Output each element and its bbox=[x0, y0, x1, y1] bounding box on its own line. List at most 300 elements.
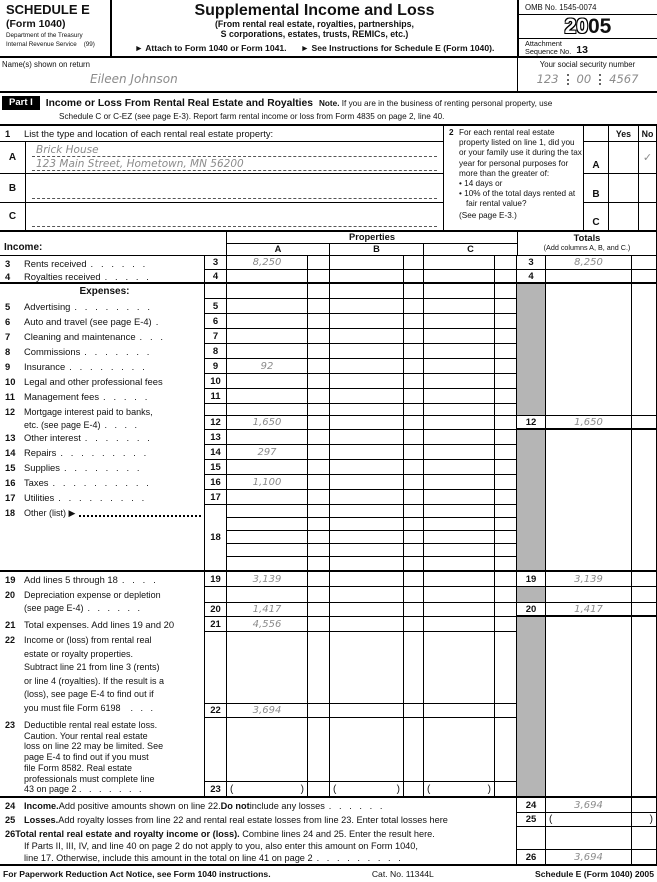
line-24-label: 24 Income. Add positive amounts shown on line 22. Do not include any losses . . . . . . bbox=[0, 798, 517, 813]
attach-note: ► Attach to Form 1040 or Form 1041. bbox=[134, 43, 287, 53]
line-7-col-a[interactable] bbox=[227, 329, 308, 344]
line-18-property-cells bbox=[227, 505, 517, 570]
line-19-col-b[interactable] bbox=[330, 572, 404, 587]
line-9-col-b-cents[interactable] bbox=[404, 359, 424, 374]
line-18-cell[interactable] bbox=[227, 557, 308, 570]
line-23-cells bbox=[205, 718, 657, 796]
line-14-col-a-cents[interactable] bbox=[308, 445, 330, 460]
line-16-col-a[interactable]: 1,100 bbox=[227, 475, 308, 490]
line-4-col-a-cents[interactable] bbox=[308, 270, 330, 282]
line-8-col-c[interactable] bbox=[424, 344, 495, 359]
omb-number: OMB No. 1545-0074 bbox=[519, 0, 657, 15]
line-expenses-col-a-cents[interactable] bbox=[308, 284, 330, 299]
row-line-19 bbox=[0, 570, 657, 587]
line-5-col-c[interactable] bbox=[424, 299, 495, 314]
use-b-no-checkbox[interactable] bbox=[638, 174, 657, 202]
property-a-address-field[interactable]: 123 Main Street, Hometown, MN 56200 bbox=[32, 157, 437, 171]
filler-cell bbox=[404, 632, 424, 703]
row-line-24 bbox=[0, 798, 657, 813]
line-3-col-c-cents[interactable] bbox=[495, 256, 517, 270]
line-7-label: 7 Cleaning and maintenance . . . bbox=[0, 329, 205, 344]
line-22-col-c[interactable] bbox=[424, 703, 495, 718]
line-26-total-cents[interactable] bbox=[632, 849, 657, 864]
line-13-col-a-cents[interactable] bbox=[308, 430, 330, 445]
line-expenses-col-c[interactable] bbox=[424, 284, 495, 299]
line-3-col-a-cents[interactable] bbox=[308, 256, 330, 270]
filler-cell bbox=[495, 632, 517, 703]
line-20-col-a-cents[interactable] bbox=[308, 602, 330, 617]
line-8-col-a[interactable] bbox=[227, 344, 308, 359]
part1-badge: Part I bbox=[2, 96, 40, 110]
row-line-23 bbox=[0, 718, 657, 798]
line-16-col-c[interactable] bbox=[424, 475, 495, 490]
line-16-total-cents bbox=[632, 475, 657, 490]
line-19-col-c[interactable] bbox=[424, 572, 495, 587]
line-7-box: 7 bbox=[205, 329, 227, 344]
line-14-col-b[interactable] bbox=[330, 445, 404, 460]
line-19-total-cents[interactable] bbox=[632, 572, 657, 587]
line-23-col-b[interactable]: ( ) bbox=[330, 781, 404, 796]
property-c-field[interactable] bbox=[32, 208, 437, 227]
line-22-col-c-cents[interactable] bbox=[495, 703, 517, 718]
line-26-total[interactable]: 3,694 bbox=[546, 849, 632, 864]
line-19-box: 19 bbox=[205, 572, 227, 587]
line-19-col-c-cents[interactable] bbox=[495, 572, 517, 587]
line-10-col-c-cents[interactable] bbox=[495, 374, 517, 389]
line-16-col-a-cents[interactable] bbox=[308, 475, 330, 490]
filler-cell bbox=[404, 718, 424, 781]
name-input[interactable]: Eileen Johnson bbox=[90, 72, 178, 86]
line-11-col-c-cents[interactable] bbox=[495, 389, 517, 404]
line-17-col-b-cents[interactable] bbox=[404, 490, 424, 505]
line-16-col-b-cents[interactable] bbox=[404, 475, 424, 490]
line-18-cell[interactable] bbox=[308, 557, 330, 570]
line-10-col-c[interactable] bbox=[424, 374, 495, 389]
line-23-filler bbox=[205, 718, 657, 781]
line-23-total bbox=[546, 781, 632, 796]
line-11-label: 11 Management fees . . . . . bbox=[0, 389, 205, 404]
line-18-cell[interactable] bbox=[495, 557, 517, 570]
line-11-col-a[interactable] bbox=[227, 389, 308, 404]
line-11-col-c[interactable] bbox=[424, 389, 495, 404]
line-18-cell[interactable] bbox=[495, 505, 517, 518]
line-18-cell[interactable] bbox=[404, 505, 424, 518]
line-13-col-a[interactable] bbox=[227, 430, 308, 445]
income-table-header bbox=[0, 230, 657, 256]
line-20-col-b[interactable] bbox=[330, 602, 404, 617]
line-14-col-c[interactable] bbox=[424, 445, 495, 460]
line-15-col-b-cents[interactable] bbox=[404, 460, 424, 475]
line-10-total-box bbox=[517, 374, 546, 389]
dept-line1: Department of the Treasury bbox=[6, 32, 83, 39]
line-18-cell[interactable] bbox=[330, 531, 404, 544]
line-15-col-b[interactable] bbox=[330, 460, 404, 475]
line-18-cell[interactable] bbox=[227, 531, 308, 544]
line-8-col-a-cents[interactable] bbox=[308, 344, 330, 359]
line-18-total-box bbox=[517, 505, 546, 570]
line-4-label: 4 Royalties received . . . . . bbox=[0, 270, 205, 282]
property-a-type-field[interactable]: Brick House bbox=[32, 142, 437, 157]
form-title: Supplemental Income and Loss bbox=[194, 2, 435, 19]
line-12-col-b-cents[interactable] bbox=[404, 415, 424, 430]
row-line-25 bbox=[0, 813, 657, 827]
line-15-total bbox=[546, 460, 632, 475]
attachment-label: Attachment Sequence No. bbox=[525, 39, 572, 56]
line-5-col-b-cents[interactable] bbox=[404, 299, 424, 314]
property-b-field[interactable] bbox=[32, 179, 437, 199]
line-18-cell[interactable] bbox=[227, 544, 308, 557]
row-line-17 bbox=[0, 490, 657, 505]
use-row-a bbox=[583, 142, 657, 174]
line-21-col-a-cents[interactable] bbox=[308, 617, 330, 632]
line-19-col-a-cents[interactable] bbox=[308, 572, 330, 587]
line-17-col-b[interactable] bbox=[330, 490, 404, 505]
use-a-yes-checkbox[interactable] bbox=[608, 142, 638, 173]
line-23-box: 23 bbox=[205, 781, 227, 796]
line-22-box: 22 bbox=[205, 703, 227, 718]
line-4-col-c[interactable] bbox=[424, 270, 495, 282]
line-5-col-a-cents[interactable] bbox=[308, 299, 330, 314]
line-21-total bbox=[546, 617, 632, 632]
line-17-col-a-cents[interactable] bbox=[308, 490, 330, 505]
line-17-total-box bbox=[517, 490, 546, 505]
line-19-label: 19 Add lines 5 through 18 . . . . bbox=[0, 572, 205, 587]
filler-cell bbox=[517, 404, 546, 415]
line-12-total[interactable]: 1,650 bbox=[546, 415, 632, 430]
line-5-label: 5 Advertising . . . . . . . . bbox=[0, 299, 205, 314]
line-18-subrow-2 bbox=[227, 531, 517, 544]
line-24-total-cents[interactable] bbox=[632, 798, 657, 813]
line-7-col-a-cents[interactable] bbox=[308, 329, 330, 344]
line-12-col-b[interactable] bbox=[330, 415, 404, 430]
line-13-col-b-cents[interactable] bbox=[404, 430, 424, 445]
line-18-cell[interactable] bbox=[495, 518, 517, 531]
line-4-col-c-cents[interactable] bbox=[495, 270, 517, 282]
line-21-total-cents bbox=[632, 617, 657, 632]
line-18-cell[interactable] bbox=[227, 518, 308, 531]
line-18-label: 18 Other (list) ▶ bbox=[0, 505, 205, 570]
line-4-total[interactable] bbox=[546, 270, 632, 282]
line-20-col-a[interactable]: 1,417 bbox=[227, 602, 308, 617]
line-20-total[interactable]: 1,417 bbox=[546, 602, 632, 617]
line-16-total bbox=[546, 475, 632, 490]
line-20-col-b-cents[interactable] bbox=[404, 602, 424, 617]
line-13-label: 13 Other interest . . . . . . . bbox=[0, 430, 205, 445]
line-8-col-b-cents[interactable] bbox=[404, 344, 424, 359]
property-c-letter: C bbox=[0, 203, 26, 230]
line-18-cell[interactable] bbox=[330, 505, 404, 518]
line-expenses-box bbox=[205, 284, 227, 299]
line-19-col-b-cents[interactable] bbox=[404, 572, 424, 587]
line-5-col-b[interactable] bbox=[330, 299, 404, 314]
line-22-value-row bbox=[205, 703, 657, 718]
line-14-total-cents bbox=[632, 445, 657, 460]
line-11-col-b-cents[interactable] bbox=[404, 389, 424, 404]
filler-cell bbox=[517, 718, 546, 781]
line-12-label: 12 Mortgage interest paid to banks, etc. (see page E-4) . . . . bbox=[0, 404, 205, 430]
line-5-col-c-cents[interactable] bbox=[495, 299, 517, 314]
line-4-total-box: 4 bbox=[517, 270, 546, 282]
line-14-col-c-cents[interactable] bbox=[495, 445, 517, 460]
property-list bbox=[0, 126, 443, 230]
line-15-col-a[interactable] bbox=[227, 460, 308, 475]
column-c-header: C bbox=[467, 244, 474, 254]
line-25-total-cents[interactable]: ) bbox=[632, 813, 657, 827]
line-7-col-b[interactable] bbox=[330, 329, 404, 344]
line-expenses-label: Expenses: bbox=[0, 284, 205, 299]
line-8-total-cents bbox=[632, 344, 657, 359]
line-20-box: 20 bbox=[205, 602, 227, 617]
line-22-col-b[interactable] bbox=[330, 703, 404, 718]
line-13-col-c[interactable] bbox=[424, 430, 495, 445]
line-7-col-c[interactable] bbox=[424, 329, 495, 344]
line-18-cell[interactable] bbox=[308, 518, 330, 531]
line-23-col-c[interactable]: ( ) bbox=[424, 781, 495, 796]
row-line-8 bbox=[0, 344, 657, 359]
line-16-label: 16 Taxes . . . . . . . . . . bbox=[0, 475, 205, 490]
line-7-total-box bbox=[517, 329, 546, 344]
line-19-total-box: 19 bbox=[517, 572, 546, 587]
filler-cell bbox=[404, 404, 424, 415]
line-16-col-b[interactable] bbox=[330, 475, 404, 490]
filler-cell bbox=[546, 718, 632, 781]
line-18-cell[interactable] bbox=[330, 557, 404, 570]
use-a-no-checkbox[interactable]: ✓ bbox=[638, 142, 657, 173]
line-20-col-c[interactable] bbox=[424, 602, 495, 617]
line-21-col-c-cents[interactable] bbox=[495, 617, 517, 632]
line-22-col-a-cents[interactable] bbox=[308, 703, 330, 718]
filler-cell bbox=[227, 587, 308, 602]
line-23-col-a-cents[interactable] bbox=[308, 781, 330, 796]
line-10-box: 10 bbox=[205, 374, 227, 389]
name-label: Name(s) shown on return bbox=[2, 60, 90, 69]
line-6-box: 6 bbox=[205, 314, 227, 329]
line-18-cell[interactable] bbox=[330, 544, 404, 557]
line-15-col-c-cents[interactable] bbox=[495, 460, 517, 475]
line-23-col-b-cents[interactable] bbox=[404, 781, 424, 796]
line-6-col-b-cents[interactable] bbox=[404, 314, 424, 329]
line-21-col-c[interactable] bbox=[424, 617, 495, 632]
line-18-cell[interactable] bbox=[424, 505, 495, 518]
line-18-cell[interactable] bbox=[424, 518, 495, 531]
filler-cell bbox=[495, 718, 517, 781]
line-16-total-box bbox=[517, 475, 546, 490]
line-6-col-c[interactable] bbox=[424, 314, 495, 329]
line-18-cell[interactable] bbox=[495, 544, 517, 557]
line-21-total-box bbox=[517, 617, 546, 632]
line-12-total-cents[interactable] bbox=[632, 415, 657, 430]
line-4-total-cents[interactable] bbox=[632, 270, 657, 282]
line-12-col-a[interactable]: 1,650 bbox=[227, 415, 308, 430]
line-21-col-b[interactable] bbox=[330, 617, 404, 632]
line-13-total-box bbox=[517, 430, 546, 445]
line-22-label: 22 Income or (loss) from rental real estate or royalty properties. Subtract line 21 from line 3 (rents) or line 4 (royalties). If the result is a (loss), see page E-4 to find out if you must file Form 6198 . . . bbox=[0, 632, 205, 718]
dept-line2: Internal Revenue Service (99) bbox=[6, 41, 95, 48]
line-9-col-c[interactable] bbox=[424, 359, 495, 374]
ssn-separator bbox=[567, 74, 569, 85]
line-6-col-a[interactable] bbox=[227, 314, 308, 329]
line-3-col-b[interactable] bbox=[330, 256, 404, 270]
property-a-letter: A bbox=[0, 142, 26, 173]
row-line-3 bbox=[0, 256, 657, 270]
filler-cell bbox=[308, 587, 330, 602]
line-4-col-b[interactable] bbox=[330, 270, 404, 282]
bullet-14-days: • 14 days or bbox=[459, 179, 503, 189]
line-18-cell[interactable] bbox=[308, 544, 330, 557]
line-23-col-c-cents[interactable] bbox=[495, 781, 517, 796]
row-line-14 bbox=[0, 445, 657, 460]
line-17-col-a[interactable] bbox=[227, 490, 308, 505]
form-footer-id: Schedule E (Form 1040) 2005 bbox=[535, 869, 654, 879]
line-18-cell[interactable] bbox=[404, 557, 424, 570]
ssn-input[interactable]: 123 00 4567 bbox=[536, 72, 639, 86]
line-21-col-a[interactable]: 4,556 bbox=[227, 617, 308, 632]
line-7-col-c-cents[interactable] bbox=[495, 329, 517, 344]
line-8-total-box bbox=[517, 344, 546, 359]
line-18-cell[interactable] bbox=[227, 505, 308, 518]
line-9-col-c-cents[interactable] bbox=[495, 359, 517, 374]
line-6-col-b[interactable] bbox=[330, 314, 404, 329]
line-15-box: 15 bbox=[205, 460, 227, 475]
line-12-cells bbox=[205, 404, 657, 430]
row-line-9 bbox=[0, 359, 657, 374]
line-7-col-b-cents[interactable] bbox=[404, 329, 424, 344]
line-3-col-b-cents[interactable] bbox=[404, 256, 424, 270]
line-20-total-cents[interactable] bbox=[632, 602, 657, 617]
line-13-col-b[interactable] bbox=[330, 430, 404, 445]
line-10-col-b-cents[interactable] bbox=[404, 374, 424, 389]
form-subtitle-2: S corporations, estates, trusts, REMICs, etc.) bbox=[220, 28, 409, 39]
filler-cell bbox=[546, 404, 632, 415]
line-5-col-a[interactable] bbox=[227, 299, 308, 314]
use-c-no-checkbox[interactable] bbox=[638, 203, 657, 230]
row-line-22 bbox=[0, 632, 657, 718]
line-18-cell[interactable] bbox=[495, 531, 517, 544]
line-14-col-b-cents[interactable] bbox=[404, 445, 424, 460]
line-expenses-col-a[interactable] bbox=[227, 284, 308, 299]
line-18-cell[interactable] bbox=[308, 531, 330, 544]
line-25-total[interactable]: ( bbox=[546, 813, 632, 827]
line-8-box: 8 bbox=[205, 344, 227, 359]
line-20-col-c-cents[interactable] bbox=[495, 602, 517, 617]
line-19-total[interactable]: 3,139 bbox=[546, 572, 632, 587]
line-22-col-a[interactable]: 3,694 bbox=[227, 703, 308, 718]
line-6-col-c-cents[interactable] bbox=[495, 314, 517, 329]
line-5-total bbox=[546, 299, 632, 314]
name-row bbox=[0, 58, 657, 93]
line-3-total[interactable]: 8,250 bbox=[546, 256, 632, 270]
line-expenses-col-b-cents[interactable] bbox=[404, 284, 424, 299]
form-subtitle-1: (From rental real estate, royalties, partnerships, bbox=[215, 19, 414, 29]
line-22-col-b-cents[interactable] bbox=[404, 703, 424, 718]
form-title-block bbox=[110, 0, 517, 56]
filler-cell bbox=[546, 827, 632, 849]
line-6-total bbox=[546, 314, 632, 329]
line-12-col-c-cents[interactable] bbox=[495, 415, 517, 430]
use-c-yes-checkbox[interactable] bbox=[608, 203, 638, 230]
line-8-col-b[interactable] bbox=[330, 344, 404, 359]
line-11-col-b[interactable] bbox=[330, 389, 404, 404]
line-8-col-c-cents[interactable] bbox=[495, 344, 517, 359]
filler-cell bbox=[330, 404, 404, 415]
line-15-col-c[interactable] bbox=[424, 460, 495, 475]
line-13-col-c-cents[interactable] bbox=[495, 430, 517, 445]
line-17-col-c-cents[interactable] bbox=[495, 490, 517, 505]
line-3-col-a[interactable]: 8,250 bbox=[227, 256, 308, 270]
line-11-box: 11 bbox=[205, 389, 227, 404]
line-10-col-a-cents[interactable] bbox=[308, 374, 330, 389]
filler-cell bbox=[205, 718, 227, 781]
line-12-col-a-cents[interactable] bbox=[308, 415, 330, 430]
row-line-13 bbox=[0, 430, 657, 445]
line-18-cell[interactable] bbox=[424, 531, 495, 544]
line-10-col-a[interactable] bbox=[227, 374, 308, 389]
row-line-6 bbox=[0, 314, 657, 329]
row-line-4 bbox=[0, 270, 657, 284]
line-10-total bbox=[546, 374, 632, 389]
line-6-label: 6 Auto and travel (see page E-4) . bbox=[0, 314, 205, 329]
filler-cell bbox=[330, 632, 404, 703]
line-23-col-a[interactable]: ( ) bbox=[227, 781, 308, 796]
line-9-col-b[interactable] bbox=[330, 359, 404, 374]
line-11-col-a-cents[interactable] bbox=[308, 389, 330, 404]
line-9-total-box bbox=[517, 359, 546, 374]
line-19-col-a[interactable]: 3,139 bbox=[227, 572, 308, 587]
line-expenses-col-c-cents[interactable] bbox=[495, 284, 517, 299]
line-6-col-a-cents[interactable] bbox=[308, 314, 330, 329]
line-18-cell[interactable] bbox=[330, 518, 404, 531]
line-21-col-b-cents[interactable] bbox=[404, 617, 424, 632]
line-24-total[interactable]: 3,694 bbox=[546, 798, 632, 813]
filler-cell bbox=[495, 404, 517, 415]
use-b-yes-checkbox[interactable] bbox=[608, 174, 638, 202]
line-14-col-a[interactable]: 297 bbox=[227, 445, 308, 460]
attach-instructions bbox=[112, 43, 517, 56]
line-9-col-a[interactable]: 92 bbox=[227, 359, 308, 374]
line-18-cell[interactable] bbox=[404, 531, 424, 544]
line-18-cell[interactable] bbox=[308, 505, 330, 518]
line-9-col-a-cents[interactable] bbox=[308, 359, 330, 374]
line-18-cell[interactable] bbox=[404, 544, 424, 557]
line-18-cell[interactable] bbox=[424, 557, 495, 570]
filler-cell bbox=[404, 587, 424, 602]
row-line-16 bbox=[0, 475, 657, 490]
line-15-col-a-cents[interactable] bbox=[308, 460, 330, 475]
line-3-col-c[interactable] bbox=[424, 256, 495, 270]
line-17-total bbox=[546, 490, 632, 505]
line-6-total-cents bbox=[632, 314, 657, 329]
line-12-col-c[interactable] bbox=[424, 415, 495, 430]
line-4-col-b-cents[interactable] bbox=[404, 270, 424, 282]
year-bold: 05 bbox=[588, 15, 612, 38]
line-3-total-cents[interactable] bbox=[632, 256, 657, 270]
line-17-col-c[interactable] bbox=[424, 490, 495, 505]
line-5-total-cents bbox=[632, 299, 657, 314]
filler-cell bbox=[227, 718, 308, 781]
form-footer bbox=[0, 866, 657, 882]
line-4-col-a[interactable] bbox=[227, 270, 308, 282]
form-header bbox=[0, 0, 657, 58]
use-row-c-letter: C bbox=[583, 203, 608, 230]
line-18-cell[interactable] bbox=[404, 518, 424, 531]
yes-no-corner bbox=[583, 126, 608, 141]
line-10-col-b[interactable] bbox=[330, 374, 404, 389]
line-2-text: 2 For each rental real estate property listed on line 1, did you or your family use it during the tax year for personal purposes for more than the greater of: • 14 days or • 10% of the total days rented at fair rental value? (See page E-3.) bbox=[448, 128, 584, 221]
line-expenses-col-b[interactable] bbox=[330, 284, 404, 299]
line-18-cell[interactable] bbox=[424, 544, 495, 557]
line-16-col-c-cents[interactable] bbox=[495, 475, 517, 490]
filler-cell bbox=[546, 587, 632, 602]
